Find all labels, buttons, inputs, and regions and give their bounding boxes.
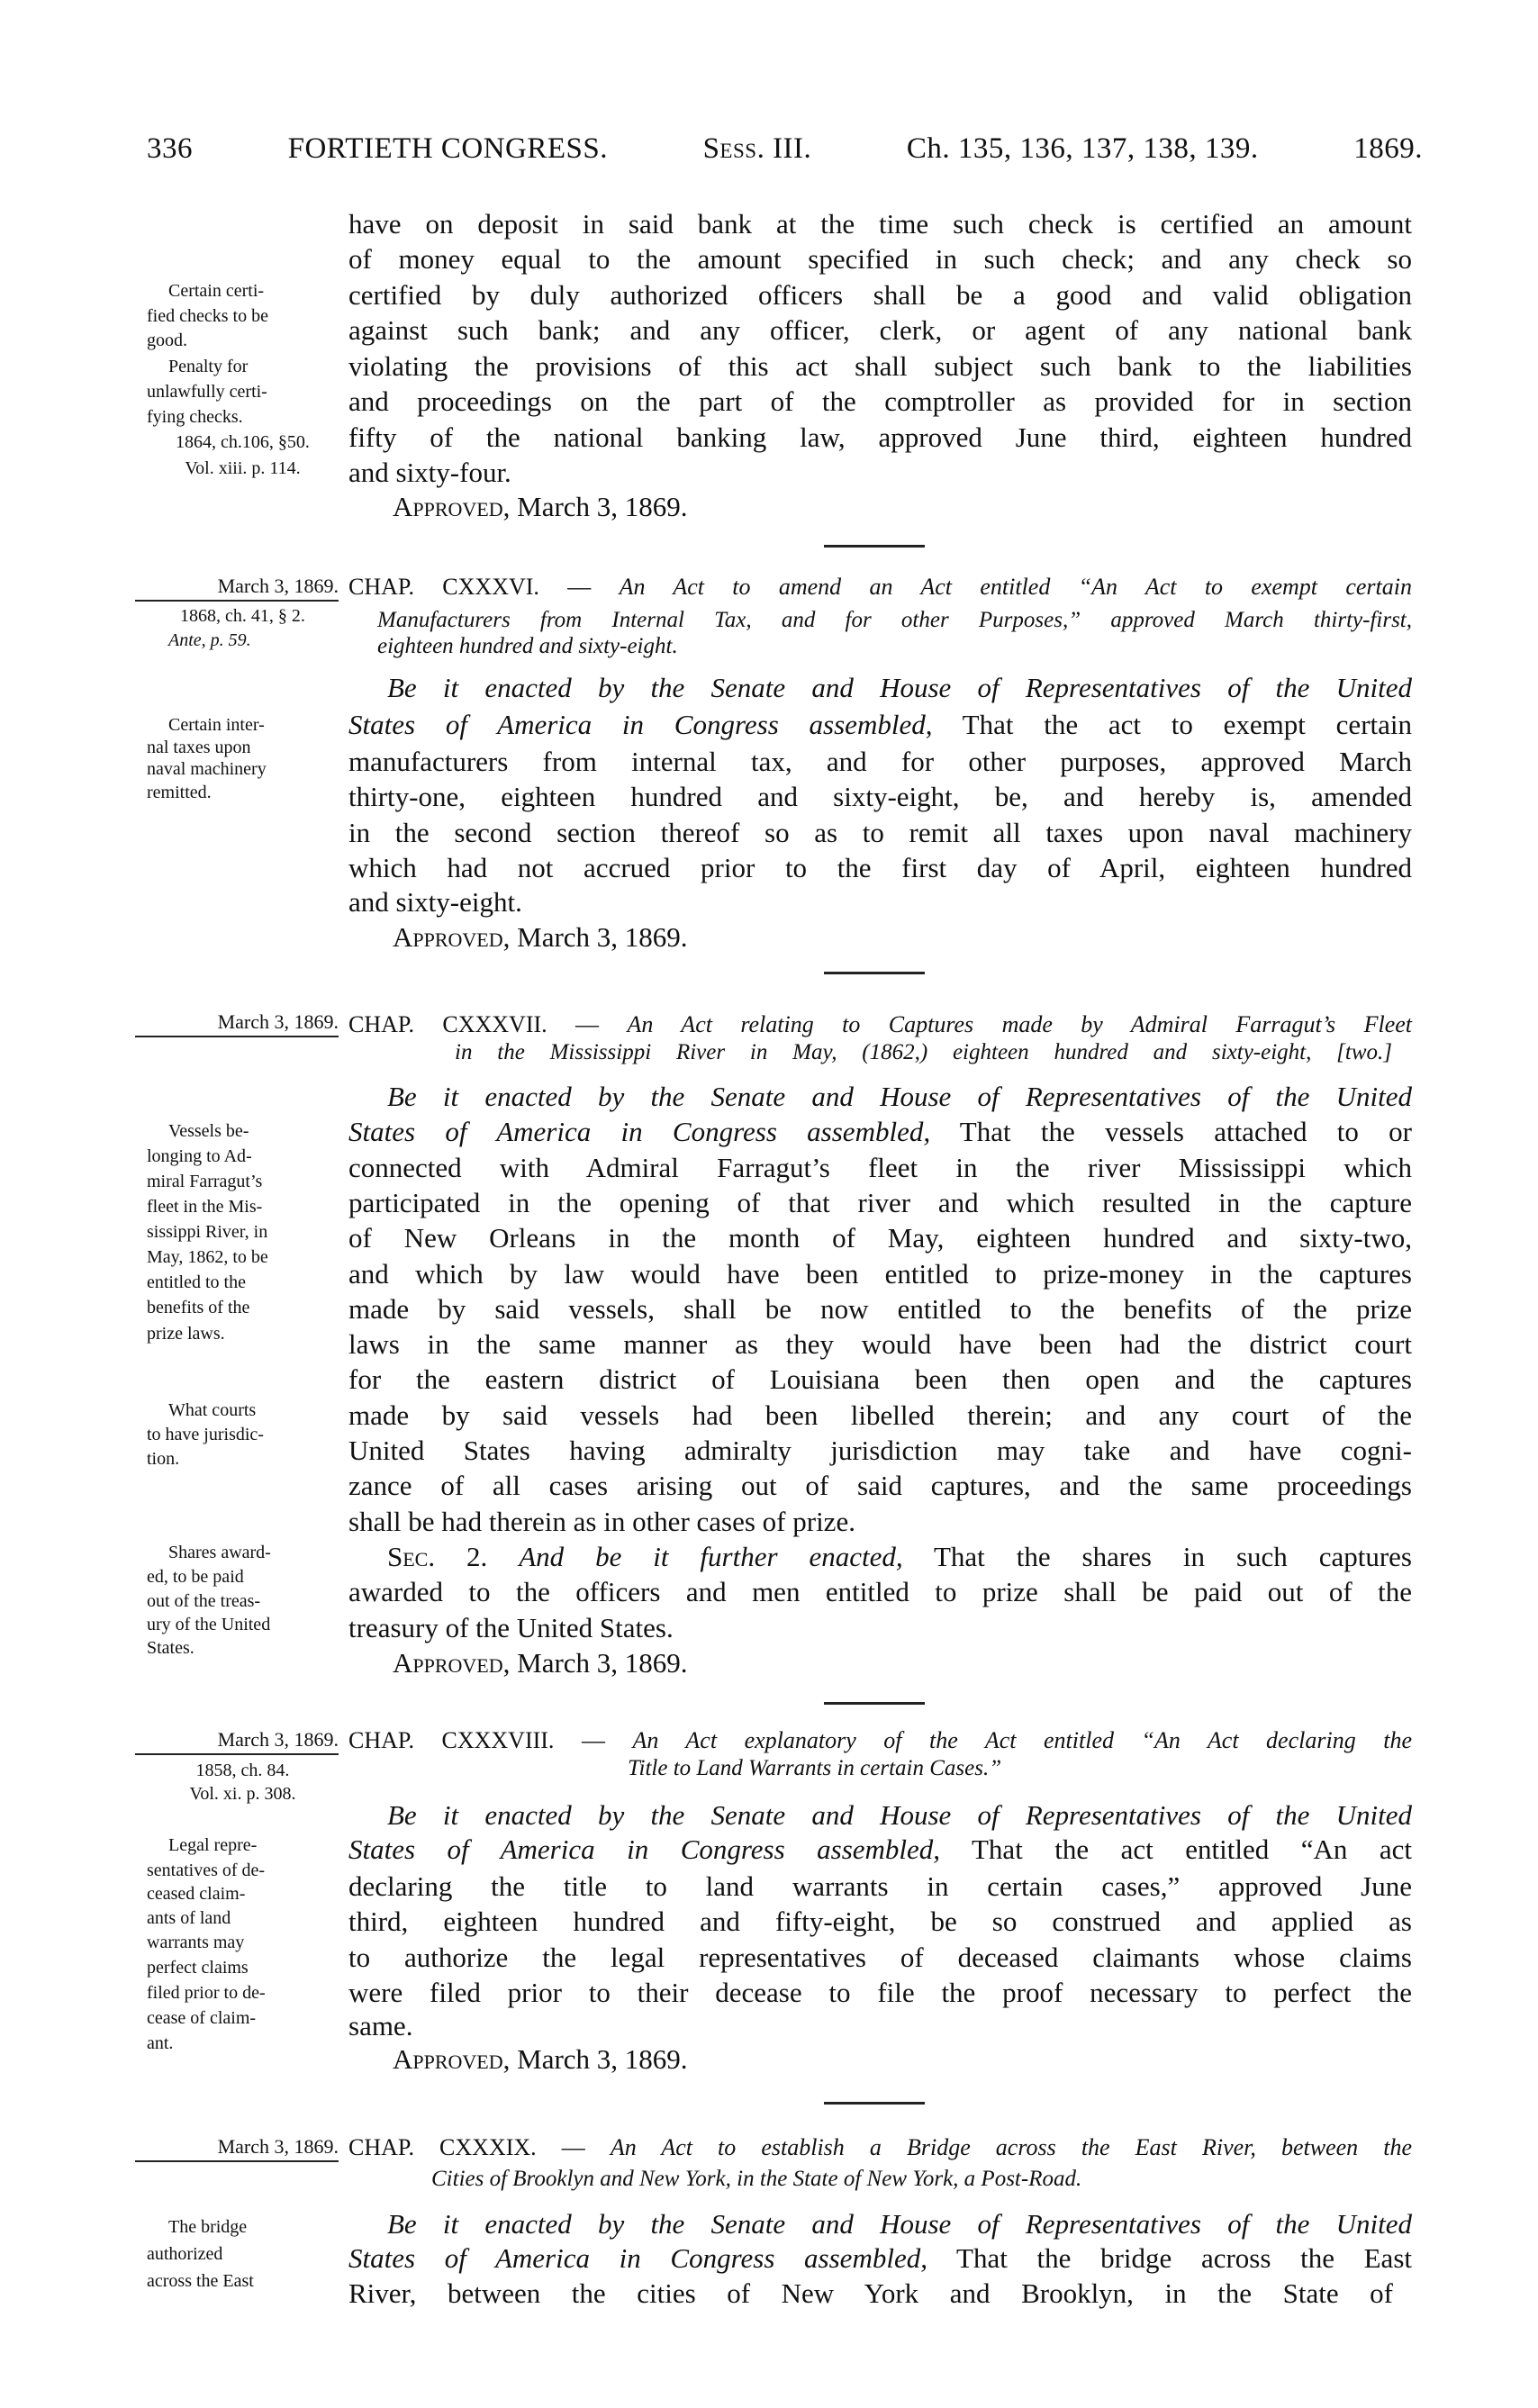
body-text-line: treasury of the United States. — [348, 1612, 674, 1643]
margin-note: Penalty for — [168, 357, 249, 376]
act-title-text: eighteen hundred and sixty-eight. — [377, 634, 678, 658]
act-title-text: Manufacturers from Internal Tax, and for other Purposes,” approved March thirty-first, — [377, 608, 1412, 632]
page-header — [147, 131, 1423, 167]
italic-text: Be it enacted by the Senate and House of Representatives of the United — [387, 1799, 1412, 1831]
act-title-text: Cities of Brooklyn and New York, in the State of New York, a Post-Road. — [431, 2167, 1082, 2191]
italic-text: States of America in Congress assembled, — [348, 1116, 931, 1147]
margin-note: naval machinery — [147, 759, 267, 779]
roman-text: March 3, 1869. — [510, 1647, 688, 1679]
margin-note: 1864, ch.106, §50. — [176, 432, 310, 452]
body-text-line: shall be had therein as in other cases of prize. — [348, 1506, 855, 1537]
margin-note: fleet in the Mis- — [147, 1197, 263, 1217]
act-title-text: An Act to establish a Bridge across the East River, between the — [610, 2134, 1413, 2160]
margin-note: to have jurisdic- — [147, 1425, 264, 1444]
margin-note: Vol. xi. p. 308. — [189, 1784, 296, 1804]
margin-note: authorized — [147, 2244, 223, 2264]
margin-note: Legal repre- — [168, 1835, 258, 1855]
body-text-line — [387, 1797, 1412, 1833]
session-label: Sess. III. — [702, 132, 812, 165]
body-text-line: third, eighteen hundred and fifty-eight, be so construed and applied as — [348, 1906, 1412, 1937]
body-text-line: laws in the same manner as they would have been had the district court — [348, 1328, 1412, 1360]
italic-text: States of America in Congress assembled, — [348, 1833, 941, 1865]
body-text-line: to authorize the legal representatives of deceased claimants whose claims — [348, 1942, 1412, 1973]
act-title-text: in the Mississippi River in May, (1862,) eighteen hundred and sixty-eight, [two.] — [455, 1040, 1392, 1064]
chapter-heading-continued — [377, 606, 1412, 635]
margin-note: ant. — [147, 2033, 174, 2053]
body-text-line — [387, 1079, 1412, 1115]
body-text-line: same. — [348, 2010, 413, 2041]
body-text-line — [348, 2241, 1412, 2277]
act-title-text: An Act to amend an Act entitled “An Act to exempt certain — [619, 574, 1412, 600]
body-text-line: connected with Admiral Farragut’s fleet in the river Mississippi which — [348, 1152, 1412, 1183]
body-text-line: certified by duly authorized officers shall be a good and valid obligation — [348, 279, 1412, 311]
chapters-label: Ch. 135, 136, 137, 138, 139. — [906, 132, 1259, 165]
margin-note: sissippi River, in — [147, 1222, 268, 1242]
italic-text: Be it enacted by the Senate and House of Representatives of the United — [387, 2208, 1412, 2240]
small-caps-text: Approved, — [393, 2043, 511, 2075]
body-text-line: against such bank; and any officer, clerk, or agent of any national bank — [348, 314, 1412, 346]
margin-note: prize laws. — [147, 1324, 225, 1344]
italic-text: States of America in Congress assembled, — [348, 709, 933, 740]
roman-text: That the shares in such captures — [902, 1541, 1412, 1572]
section-divider — [824, 1702, 925, 1705]
margin-note: Shares award- — [168, 1543, 271, 1562]
body-text-line: declaring the title to land warrants in certain cases,” approved June — [348, 1870, 1412, 1902]
italic-text: Be it enacted by the Senate and House of Representatives of the United — [387, 1081, 1412, 1112]
margin-note: ed, to be paid — [147, 1567, 244, 1587]
margin-note: The bridge — [168, 2217, 248, 2237]
roman-text: March 3, 1869. — [510, 921, 688, 953]
approved-date — [393, 919, 933, 955]
margin-note: perfect claims — [147, 1958, 249, 1978]
body-text-line: of New Orleans in the month of May, eighteen hundred and sixty-two, — [348, 1222, 1412, 1254]
body-text-line: thirty-one, eighteen hundred and sixty-eight, be, and hereby is, amended — [348, 781, 1412, 812]
chapter-number: CHAP. CXXXVII. — — [348, 1011, 628, 1037]
margin-note: fying checks. — [147, 407, 243, 427]
chapter-number: CHAP. CXXXVIII. — — [348, 1727, 633, 1753]
italic-text: And be it further enacted, — [519, 1541, 903, 1572]
body-text-line: participated in the opening of that river and which resulted in the capture — [348, 1187, 1412, 1218]
year-label: 1869. — [1353, 132, 1423, 165]
italic-text: Be it enacted by the Senate and House of Representatives of the United — [387, 672, 1412, 703]
chapter-number: CHAP. CXXXIX. — — [348, 2134, 611, 2160]
body-text-line — [387, 1539, 1412, 1575]
body-text-line: were filed prior to their decease to file the proof necessary to perfect the — [348, 1977, 1412, 2008]
chapter-heading — [348, 1010, 1412, 1039]
chapter-heading-continued — [431, 2165, 1332, 2194]
body-text-line: in the second section thereof so as to remit all taxes upon naval machinery — [348, 817, 1412, 848]
body-text-line: made by said vessels, shall be now entitled to the benefits of the prize — [348, 1293, 1412, 1325]
margin-note: warrants may — [147, 1933, 245, 1952]
margin-note: good. — [147, 330, 187, 350]
act-title-text: Title to Land Warrants in certain Cases.” — [628, 1756, 1002, 1780]
body-text-line: and which by law would have been entitled to prize-money in the captures — [348, 1258, 1412, 1290]
margin-note: out of the treas- — [147, 1591, 261, 1611]
approved-date — [393, 2041, 933, 2078]
chapter-heading — [348, 2133, 1412, 2162]
chapter-heading-continued — [455, 1038, 1392, 1067]
chapter-heading-continued — [628, 1754, 1411, 1783]
margin-note: benefits of the — [147, 1298, 250, 1317]
body-text-line: of money equal to the amount specified in such check; and any check so — [348, 243, 1412, 275]
small-caps-text: Approved, — [393, 491, 511, 522]
margin-note: ants of land — [147, 1908, 231, 1928]
margin-note: filed prior to de- — [147, 1983, 266, 2003]
margin-note: ury of the United — [147, 1615, 271, 1634]
roman-text: That the act to exempt certain — [932, 709, 1412, 740]
congress-title: FORTIETH CONGRESS. — [287, 132, 608, 165]
margin-note: remitted. — [147, 783, 212, 802]
body-text-line — [387, 2206, 1412, 2242]
margin-note: entitled to the — [147, 1272, 246, 1292]
section-divider — [824, 972, 925, 974]
small-caps-text: Sec. 2. — [387, 1541, 520, 1572]
margin-note: cease of claim- — [147, 2008, 257, 2028]
roman-text: That the act entitled “An act — [940, 1833, 1413, 1865]
margin-date: March 3, 1869. — [135, 1728, 339, 1755]
margin-note: 1868, ch. 41, § 2. — [180, 606, 305, 626]
margin-note: miral Farragut’s — [147, 1172, 263, 1191]
body-text-line: awarded to the officers and men entitled to prize shall be paid out of the — [348, 1576, 1412, 1607]
margin-note: May, 1862, to be — [147, 1247, 268, 1267]
margin-note: Vol. xiii. p. 114. — [185, 458, 301, 478]
body-text-line: manufacturers from internal tax, and for other purposes, approved March — [348, 746, 1412, 777]
page-number: 336 — [147, 132, 193, 165]
section-divider — [824, 2102, 925, 2105]
roman-text: That the vessels attached to or — [930, 1116, 1412, 1147]
body-text-line — [348, 707, 1412, 743]
margin-note: sentatives of de- — [147, 1860, 266, 1880]
body-text-line: fifty of the national banking law, approved June third, eighteen hundred — [348, 421, 1412, 453]
act-title-text: An Act explanatory of the Act entitled “An Act declaring the — [632, 1727, 1412, 1753]
roman-text: That the bridge across the East — [927, 2242, 1412, 2274]
act-title-text: An Act relating to Captures made by Admiral Farragut’s Fleet — [627, 1011, 1412, 1037]
small-caps-text: Approved, — [393, 921, 511, 953]
margin-note: nal taxes upon — [147, 738, 251, 757]
body-text-line — [348, 1114, 1412, 1150]
body-text-line: violating the provisions of this act shall subject such bank to the liabilities — [348, 350, 1412, 382]
body-text-line: made by said vessels had been libelled therein; and any court of the — [348, 1399, 1412, 1431]
body-text-line — [387, 670, 1412, 706]
margin-date: March 3, 1869. — [135, 575, 339, 602]
margin-note: 1858, ch. 84. — [195, 1761, 290, 1780]
chapter-heading — [348, 573, 1412, 602]
margin-note: tion. — [147, 1449, 180, 1469]
margin-date: March 3, 1869. — [135, 2135, 339, 2162]
margin-note: ceased claim- — [147, 1884, 246, 1904]
margin-note: Vessels be- — [168, 1121, 249, 1141]
italic-text: States of America in Congress assembled, — [348, 2242, 927, 2274]
margin-note: Ante, p. 59. — [168, 630, 251, 650]
body-text-line: River, between the cities of New York and Brooklyn, in the State of — [348, 2277, 1393, 2309]
body-text-line: zance of all cases arising out of said captures, and the same proceedings — [348, 1470, 1412, 1501]
chapter-heading-continued — [377, 632, 1412, 661]
body-text-line — [348, 1832, 1412, 1868]
approved-date — [393, 1645, 933, 1681]
margin-note: Certain certi- — [168, 281, 265, 301]
margin-note: across the East — [147, 2271, 254, 2291]
margin-note: Certain inter- — [168, 715, 265, 735]
body-text-line: United States having admiralty jurisdiction may take and have cogni- — [348, 1435, 1412, 1466]
small-caps-text: Approved, — [393, 1647, 511, 1679]
margin-note: What courts — [168, 1400, 257, 1420]
margin-note: longing to Ad- — [147, 1146, 252, 1166]
margin-note: unlawfully certi- — [147, 382, 267, 402]
margin-note: fied checks to be — [147, 306, 268, 326]
body-text-line: for the eastern district of Louisiana been then open and the captures — [348, 1363, 1412, 1395]
body-text-line: have on deposit in said bank at the time such check is certified an amount — [348, 208, 1412, 240]
approved-date — [393, 489, 933, 525]
section-divider — [824, 545, 925, 548]
body-text-line: and proceedings on the part of the comptroller as provided for in section — [348, 385, 1412, 417]
roman-text: March 3, 1869. — [510, 2043, 688, 2075]
chapter-heading — [348, 1726, 1412, 1755]
body-text-line: and sixty-eight. — [348, 886, 522, 918]
chapter-number: CHAP. CXXXVI. — — [348, 574, 620, 600]
body-text-line: and sixty-four. — [348, 457, 511, 488]
roman-text: March 3, 1869. — [510, 491, 688, 522]
margin-date: March 3, 1869. — [135, 1010, 339, 1037]
body-text-line: which had not accrued prior to the first day of April, eighteen hundred — [348, 852, 1412, 883]
margin-note: States. — [147, 1638, 195, 1658]
